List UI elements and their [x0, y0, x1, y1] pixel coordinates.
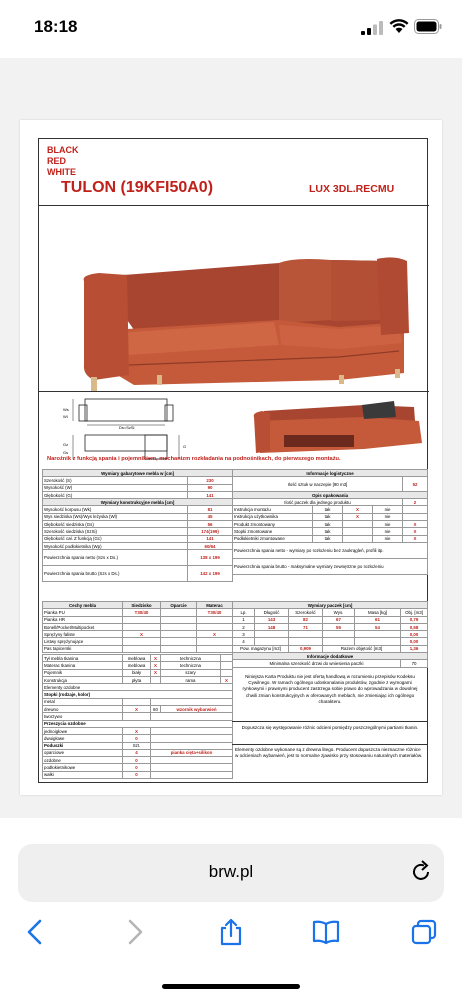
materials-table: Tył mebla tkanina meblowa X techniczna Materac tkanina meblowa X techniczna Pojemnik biały X szary Konstrukcja płyta rama X Elementy ozdobne Stopki (rodzaje, kolor) metal drewno X 60 wzornik wybarwień tworzywo Przeszycia ozdobne jednoigłowe X dwuigłowe 0 Poduszki Szt. oparciowe 4 pianka cięta+silikon ozdobne 0 podłokietnikowe 0 wałki 0 — [42, 654, 233, 779]
svg-text:Gs: Gs — [63, 450, 69, 455]
share-icon[interactable] — [217, 918, 245, 946]
package-dimensions-table: Wymiary paczek [cm] Lp. Długość Szerokość Wys. Masa [kg] Obj. [m3] 1 143 82 67 61 0,79 2 148 71 55 54 0,58 3 0,00 4 0,00 Pow. magazynu [m2] 0,909 Razem objętość [m3] 1,36 Informacje dodatkowe Minimalna szerokość drzwi do wniesienia paczki 70 — [232, 601, 428, 668]
overall-dimensions-table: Wymiary gabarytowe mebla w [cm] Szerokość (S) 230 Wysokość (W) 90 Głębokość (G) 141 Wymiary konstrukcyjne mebla [cm] Wysokość korpusu (Wk) 81 Wys siedziska (Ws)/Wys leżyska (Wl) 45 Głębokość siedziska (Gs) 56 Szerokość siedziska (SzSi) 174(199) Głębokość cał. Z funkcją (Gc) 141 Wysokość podłokietnika (Wp) 60/64 Powierzchnia spania netto (Szs x Ds.) 138 x 199 Powierzchnia spania brutto (Szs x Ds.) 142 x 199 — [42, 469, 233, 582]
svg-text:Ds=SzSi: Ds=SzSi — [119, 425, 135, 430]
divider — [39, 205, 429, 206]
forward-icon[interactable] — [120, 918, 148, 946]
url-text[interactable]: brw.pl — [208, 862, 254, 881]
wood-note: Elementy ozdobne wykonane są z drewna litego. Producent dopuszcza nieznaczne różnice w odcieniach wybarwień, jest to normalne zjawisko przy stosowaniu naturalnych materiałów. — [235, 747, 423, 759]
logistics-table: Informacje logistyczne Ilość sztuk w naczepie [90 m3] 52 Opis opakowania Ilość paczek dla jednego produktu 2 Instrukcja montażu tak X nie Instrukcja użytkownika tak X nie Produkt zmontowany tak nie X Stopki zmontowane tak nie X Podłokietniki zmontowane tak nie X Powierzchnia spania netto - wymiary po rozłożeniu bez zaokrągleń, profili itp. Powierzchnia spania brutto - maksymalne wymiary zewnętrzne po rozłożeniu — [232, 469, 428, 575]
product-card — [38, 138, 428, 783]
svg-text:G: G — [183, 444, 187, 449]
product-sheet-page — [20, 120, 442, 795]
reload-icon[interactable] — [410, 860, 432, 884]
svg-text:Wl: Wl — [63, 414, 68, 419]
dimension-diagram — [49, 391, 209, 461]
product-description: Narożnik z funkcją spania i pojemnikiem, mechanizm rozkładania na podnośnikach, do pierwszego montażu. — [47, 456, 341, 462]
product-title: TULON (19KFI50A0) — [61, 179, 214, 196]
sofa-photo — [69, 225, 414, 395]
address-bar[interactable] — [18, 844, 444, 902]
home-indicator — [162, 984, 300, 989]
sofa-unfolded-photo — [244, 391, 424, 461]
brand-logo: BLACK RED WHITE — [47, 145, 79, 177]
divider — [232, 744, 428, 745]
features-table: Cechy mebla Siedzisko Oparcie Materac Pianka PU T30/40 T30/40 Pianka HR Bonell/Pocket/Multipocket Sprężyny faliste X X Listwy sprężynujące Pas tapicerski — [42, 601, 233, 653]
wifi-icon — [389, 18, 409, 34]
svg-text:Ws: Ws — [63, 407, 69, 412]
tabs-icon[interactable] — [410, 918, 438, 946]
disclaimer-text: Niniejsza Karta Produktu nie jest ofertą handlową w rozumieniu przepisów Kodeksu Cywilnego. W ramach ogólnego udoskonalania produktów, zgodnie z wymogami rynkowymi i prawnymi producent zastrzega sobie prawo do wprowadzania w dowolnej chwili zmian konstrukcyjnych w oferowanych meblach, nie zmieniając ich ogólnego charakteru. — [242, 674, 418, 704]
fabric-note: Dopuszcza się występowanie różnic odcieni pomiędzy poszczególnymi partiami tkanin. — [241, 725, 419, 730]
document-viewer[interactable] — [0, 58, 462, 818]
back-icon[interactable] — [22, 918, 50, 946]
bookmarks-icon[interactable] — [312, 918, 340, 946]
status-bar — [0, 0, 462, 58]
divider — [232, 721, 428, 722]
svg-text:Gz: Gz — [63, 442, 69, 447]
clock: 18:18 — [34, 17, 78, 36]
battery-icon — [414, 19, 442, 34]
cellular-signal-icon — [361, 21, 383, 35]
product-variant: LUX 3DL.RECMU — [309, 183, 395, 195]
